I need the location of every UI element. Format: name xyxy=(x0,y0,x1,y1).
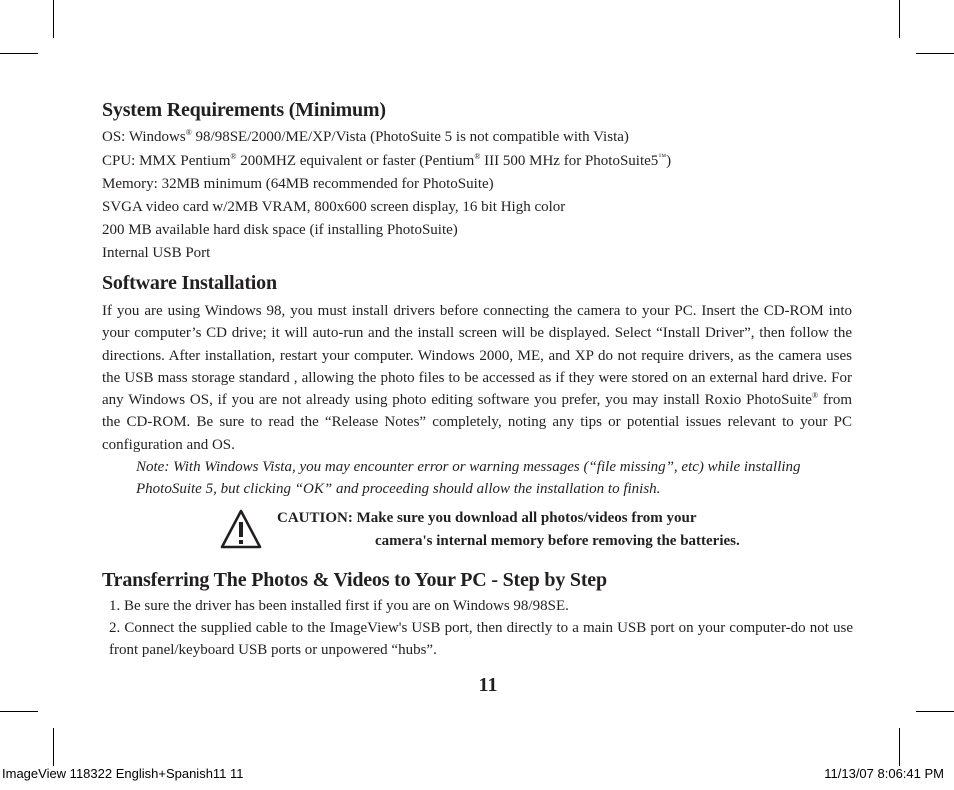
vista-note: Note: With Windows Vista, you may encounter error or warning messages (“file missing”, etc) while installing PhotoSuite 5, but clicking “OK” and proceeding should allow the installation to finish. xyxy=(136,459,801,498)
page-number: 11 xyxy=(478,674,498,696)
transfer-heading: Transferring The Photos & Videos to Your PC - Step by Step xyxy=(102,568,607,591)
transfer-step-1: 1. Be sure the driver has been installed first if you are on Windows 98/98SE. xyxy=(109,597,569,614)
crop-mark-bottom-left-horizontal xyxy=(0,711,38,712)
software-installation-heading: Software Installation xyxy=(102,272,277,294)
software-installation-section xyxy=(102,271,852,557)
memory-requirement: Memory: 32MB minimum (64MB recommended for PhotoSuite) xyxy=(102,176,494,192)
warning-triangle-icon xyxy=(220,509,262,549)
caution-text xyxy=(277,507,740,553)
crop-mark-top-left-horizontal xyxy=(0,53,38,54)
page-content xyxy=(102,98,852,662)
video-requirement: SVGA video card w/2MB VRAM, 800x600 screen display, 16 bit High color xyxy=(102,199,566,215)
cpu-requirement: CPU: MMX Pentium® 200MHZ equivalent or faster (Pentium® III 500 MHz for PhotoSuite5™) xyxy=(102,152,672,169)
crop-mark-bottom-right-vertical xyxy=(899,728,900,766)
footer-timestamp: 11/13/07 8:06:41 PM xyxy=(824,766,944,781)
installation-paragraph: If you are using Windows 98, you must install drivers before connecting the camera to your PC. Insert the CD-ROM into your computer’s CD drive; it will auto-run and the install screen will be displayed. Select “Install Driver”, then follow the directions. After installation, restart your computer. Windows 2000, ME, and XP do not require drivers, as the camera uses the USB mass storage standard , allowing the photo files to be accessed as if they were stored on an external hard drive. For any Windows OS, if you are not already using photo editing software you prefer, you may install Roxio PhotoSuite® from the CD-ROM. Be sure to read the “Release Notes” completely, noting any tips or potential issues relevant to your PC configuration and OS. xyxy=(102,303,852,453)
system-requirements-section xyxy=(102,98,852,265)
footer-file-info: ImageView 118322 English+Spanish11 11 xyxy=(2,766,244,781)
os-requirement: OS: Windows® 98/98SE/2000/ME/XP/Vista (PhotoSuite 5 is not compatible with Vista) xyxy=(102,128,629,145)
crop-mark-bottom-right-horizontal xyxy=(916,711,954,712)
caution-line-1: CAUTION: Make sure you download all photos/videos from your xyxy=(277,509,697,526)
crop-mark-bottom-left-vertical xyxy=(53,728,54,766)
system-requirements-heading: System Requirements (Minimum) xyxy=(102,99,386,121)
caution-box xyxy=(102,503,852,557)
disk-requirement: 200 MB available hard disk space (if installing PhotoSuite) xyxy=(102,222,458,238)
transfer-step-2: 2. Connect the supplied cable to the ImageView's USB port, then directly to a main USB port on your computer-do not use front panel/keyboard USB ports or unpowered “hubs”. xyxy=(109,619,853,659)
crop-mark-top-left-vertical xyxy=(53,0,54,38)
caution-line-2: camera's internal memory before removing the batteries. xyxy=(375,532,740,549)
crop-mark-top-right-horizontal xyxy=(916,53,954,54)
crop-mark-top-right-vertical xyxy=(899,0,900,38)
usb-requirement: Internal USB Port xyxy=(102,245,211,261)
transfer-section xyxy=(102,568,852,662)
